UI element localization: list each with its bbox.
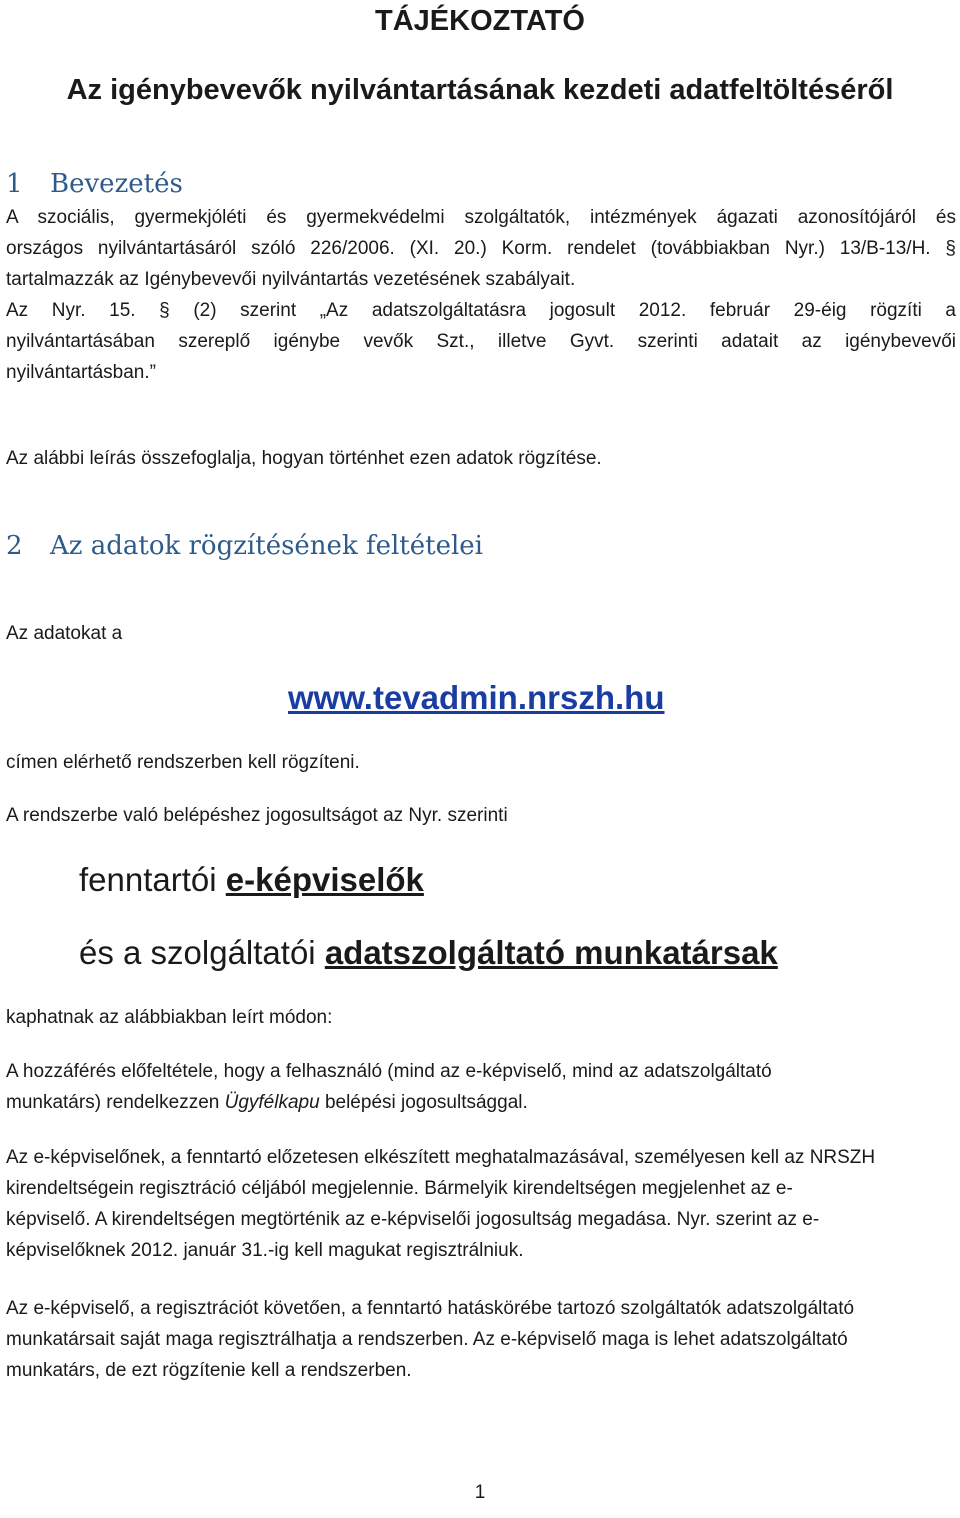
text-line: A hozzáférés előfeltétele, hogy a felhasználó (mind az e-képviselő, mind az adatszolgáltató [6, 1061, 772, 1082]
tevadmin-link[interactable]: www.tevadmin.nrszh.hu [288, 679, 665, 716]
section-1-title: Bevezetés [50, 169, 183, 199]
text-line: Az e-képviselőnek, a fenntartó előzetesen elkészített meghatalmazásával, személyesen kell az NRSZH [6, 1147, 876, 1168]
page-number: 1 [474, 1482, 486, 1503]
text-line: Az Nyr. 15. § (2) szerint „Az adatszolgáltatásra jogosult 2012. február 29-éig rögzíti a [6, 300, 956, 321]
section-1-paragraph-1 [6, 202, 956, 295]
role-2-prefix: és a szolgáltatói [79, 934, 325, 971]
section-2-number: 2 [6, 531, 23, 561]
role-line-2 [79, 930, 778, 976]
text-line: nyilvántartásban.” [6, 362, 156, 383]
section-1-number: 1 [6, 169, 23, 199]
section-1-heading [6, 166, 183, 202]
text-line: országos nyilvántartásáról szóló 226/2006. (XI. 20.) Korm. rendelet (továbbiakban Nyr.) 13/B-13/H. § [6, 238, 956, 259]
section-1-paragraph-2 [6, 295, 956, 388]
section-2-intro: Az adatokat a [6, 623, 123, 644]
text-line: A szociális, gyermekjóléti és gyermekvédelmi szolgáltatók, intézmények ágazati azonosítójáról és [6, 207, 956, 228]
text-line: munkatárs) rendelkezzen Ügyfélkapu belépési jogosultsággal. [6, 1092, 528, 1113]
access-precondition-paragraph [6, 1056, 956, 1118]
registration-paragraph [6, 1293, 956, 1386]
role-2-emphasis: adatszolgáltató munkatársak [324, 934, 778, 971]
text-line: képviselő. A kirendeltségen megtörténik az e-képviselői jogosultság megadása. Nyr. szerint az e- [6, 1209, 820, 1230]
document-title: TÁJÉKOZTATÓ [375, 5, 585, 37]
e-kepviselo-paragraph [6, 1142, 956, 1266]
text-line: nyilvántartásában szereplő igénybe vevők Szt., illetve Gyvt. szerinti adatait az igénybevevői [6, 331, 956, 352]
text-line: Az e-képviselő, a regisztrációt követően, a fenntartó hatáskörébe tartozó szolgáltatók adatszolgáltató [6, 1298, 855, 1319]
section-2-title: Az adatok rögzítésének feltételei [50, 531, 483, 561]
section-2-heading [6, 528, 483, 564]
role-1-emphasis: e-képviselők [225, 861, 424, 898]
document-subtitle: Az igénybevevők nyilvántartásának kezdeti adatfeltöltéséről [66, 74, 894, 106]
role-line-1 [79, 857, 424, 903]
text-line: munkatársait saját maga regisztrálhatja a rendszerben. Az e-képviselő maga is lehet adatszolgáltató [6, 1329, 848, 1350]
text-line: képviselőknek 2012. január 31.-ig kell magukat regisztrálniuk. [6, 1240, 524, 1261]
text-line: munkatárs, de ezt rögzítenie kell a rendszerben. [6, 1360, 412, 1381]
role-1-prefix: fenntartói [79, 861, 226, 898]
text-line: tartalmazzák az Igénybevevői nyilvántartás vezetésének szabályait. [6, 269, 576, 290]
text-line: kirendeltségein regisztráció céljából megjelennie. Bármelyik kirendeltségen megjelenhet az e- [6, 1178, 793, 1199]
section-2-after-roles: kaphatnak az alábbiakban leírt módon: [6, 1007, 333, 1028]
section-2-after-url: címen elérhető rendszerben kell rögzíteni. [6, 752, 360, 773]
section-1-paragraph-3: Az alábbi leírás összefoglalja, hogyan történhet ezen adatok rögzítése. [6, 448, 602, 469]
section-2-access-line: A rendszerbe való belépéshez jogosultságot az Nyr. szerinti [6, 805, 508, 826]
ugyfelkapu-term: Ügyfélkapu [224, 1092, 320, 1113]
